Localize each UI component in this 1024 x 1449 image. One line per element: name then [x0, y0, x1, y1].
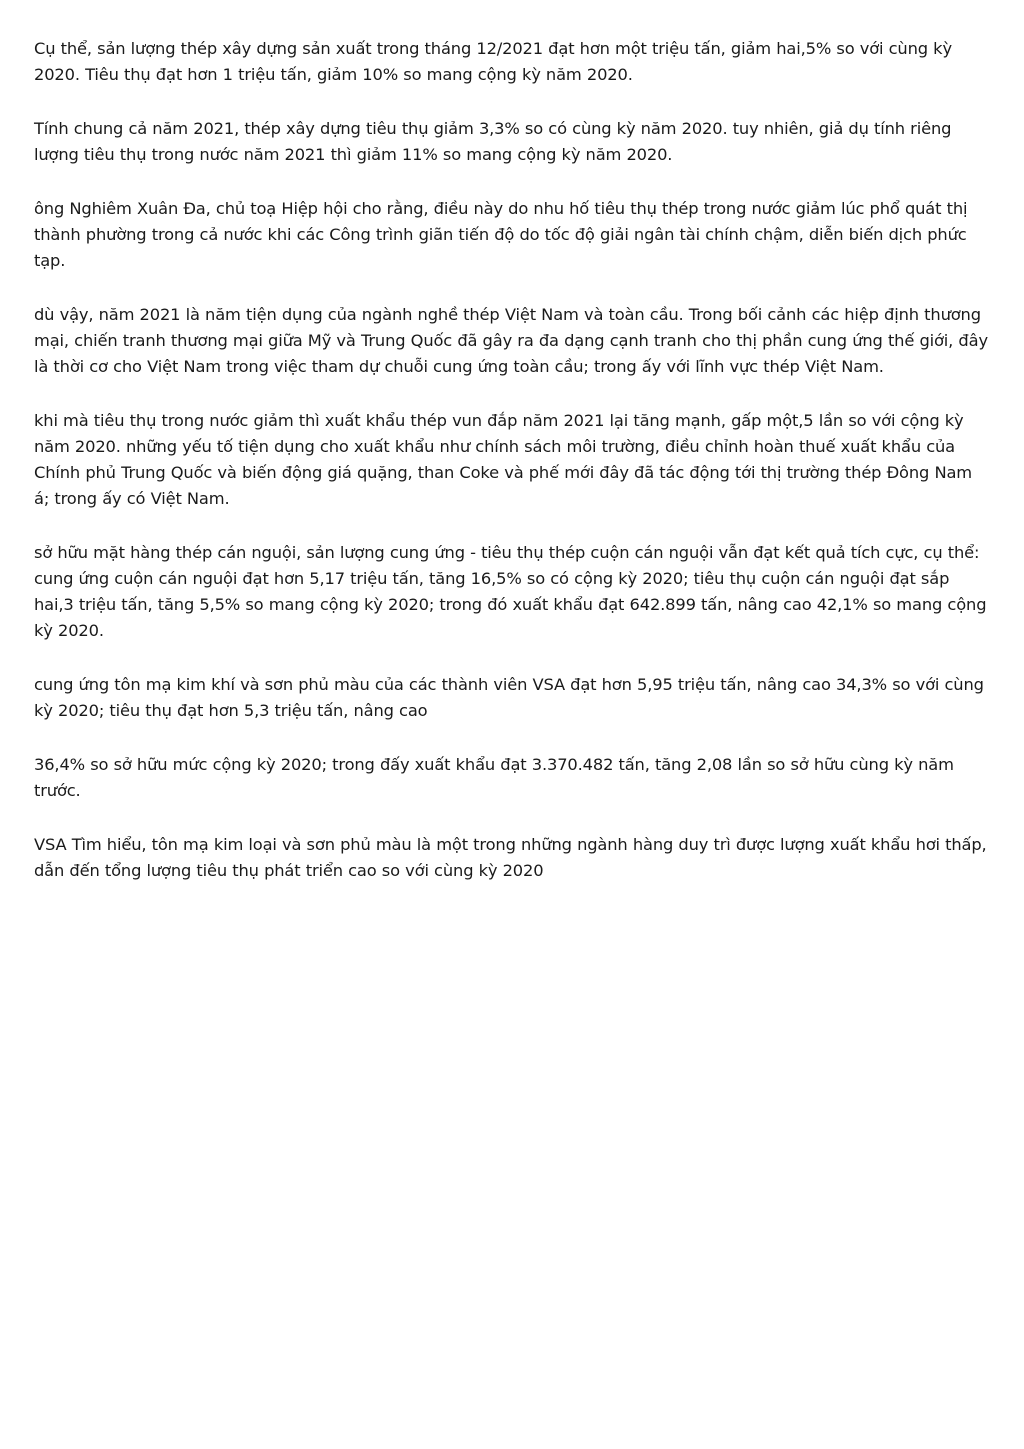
paragraph-3: ông Nghiêm Xuân Đa, chủ toạ Hiệp hội cho rằng, điều này do nhu hố tiêu thụ thép trong nước giảm lúc phổ quát thị thành phường trong cả nước khi các Công trình giãn tiến độ do tốc độ giải ngân tài chính chậm, diễn biến dịch phức tạp.: [34, 199, 968, 270]
paragraph-8: 36,4% so sở hữu mức cộng kỳ 2020; trong đấy xuất khẩu đạt 3.370.482 tấn, tăng 2,08 lần so sở hữu cùng kỳ năm trước.: [34, 755, 954, 800]
paragraph-1: Cụ thể, sản lượng thép xây dựng sản xuất trong tháng 12/2021 đạt hơn một triệu tấn, giảm hai,5% so với cùng kỳ 2020. Tiêu thụ đạt hơn 1 triệu tấn, giảm 10% so mang cộng kỳ năm 2020.: [34, 39, 952, 84]
paragraph-9: VSA Tìm hiểu, tôn mạ kim loại và sơn phủ màu là một trong những ngành hàng duy trì được lượng xuất khẩu hơi thấp, dẫn đến tổng lượng tiêu thụ phát triển cao so với cùng kỳ 2020: [34, 835, 987, 880]
paragraph-4: dù vậy, năm 2021 là năm tiện dụng của ngành nghề thép Việt Nam và toàn cầu. Trong bối cảnh các hiệp định thương mại, chiến tranh thương mại giữa Mỹ và Trung Quốc đã gây ra đa dạng cạnh tranh cho thị phần cung ứng thế giới, đây là thời cơ cho Việt Nam trong việc tham dự chuỗi cung ứng toàn cầu; trong ấy với lĩnh vực thép Việt Nam.: [34, 305, 988, 376]
document-body: [34, 36, 992, 912]
paragraph-7: cung ứng tôn mạ kim khí và sơn phủ màu của các thành viên VSA đạt hơn 5,95 triệu tấn, nâng cao 34,3% so với cùng kỳ 2020; tiêu thụ đạt hơn 5,3 triệu tấn, nâng cao: [34, 675, 984, 720]
paragraph-2: Tính chung cả năm 2021, thép xây dựng tiêu thụ giảm 3,3% so có cùng kỳ năm 2020. tuy nhiên, giả dụ tính riêng lượng tiêu thụ trong nước năm 2021 thì giảm 11% so mang cộng kỳ năm 2020.: [34, 119, 952, 164]
paragraph-6: sở hữu mặt hàng thép cán nguội, sản lượng cung ứng - tiêu thụ thép cuộn cán nguội vẫn đạt kết quả tích cực, cụ thể: cung ứng cuộn cán nguội đạt hơn 5,17 triệu tấn, tăng 16,5% so có cộng kỳ 2020; tiêu thụ cuộn cán nguội đạt sắp hai,3 triệu tấn, tăng 5,5% so mang cộng kỳ 2020; trong đó xuất khẩu đạt 642.899 tấn, nâng cao 42,1% so mang cộng kỳ 2020.: [34, 543, 987, 640]
paragraph-5: khi mà tiêu thụ trong nước giảm thì xuất khẩu thép vun đắp năm 2021 lại tăng mạnh, gấp một,5 lần so với cộng kỳ năm 2020. những yếu tố tiện dụng cho xuất khẩu như chính sách môi trường, điều chỉnh hoàn thuế xuất khẩu của Chính phủ Trung Quốc và biến động giá quặng, than Coke và phế mới đây đã tác động tới thị trường thép Đông Nam á; trong ấy có Việt Nam.: [34, 411, 973, 508]
